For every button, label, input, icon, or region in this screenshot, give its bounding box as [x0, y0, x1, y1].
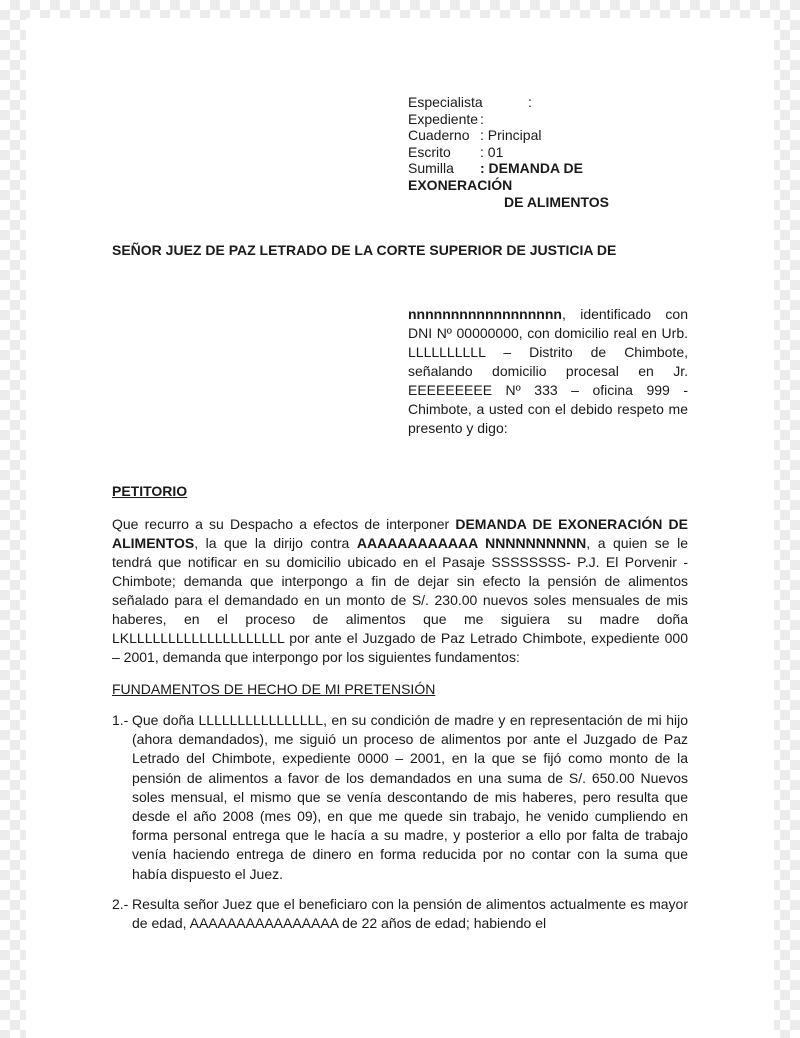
item-text: Que doña LLLLLLLLLLLLLLLL, en su condición de madre y en representación de mi hijo (ahora demandados), me siguió un proceso de alimentos por ante el Juzgado de Paz Letrado del Chimbote, expediente 0000 – 2001, en la que se fijó como monto de la pensión de alimentos a favor de los demandados en una suma de S/. 650.00 Nuevos soles mensual, el mismo que se venía descontando de mis haberes, pero resulta que desde el año 2008 (mes 09), en que me quede sin trabajo, he venido cumpliendo en forma personal entrega que le hacía a su madre, y posterior a ello por falta de trabajo venía haciendo entrega de dinero en forma reducida por no contar con la suma que había dispuesto el Juez.: [132, 712, 688, 882]
fundamentos-heading: FUNDAMENTOS DE HECHO DE MI PRETENSIÓN: [112, 681, 436, 697]
item-number: 2.-: [112, 896, 129, 912]
petitorio-text-3: , a quien se le tendrá que notificar en su domicilio ubicado en el Pasaje SSSSSSSS- P.J. El Porvenir - Chimbote; demanda que interpongo a fin de dejar sin efecto la pensión de alimentos señalado para el demandado en un monto de S/. 230.00 nuevos soles mensuales de mis haberes, en el proceso de alimentos que me siguiera su madre doña LKLLLLLLLLLLLLLLLLLLLL por ante el Juzgado de Paz Letrado Chimbote, expediente 000 – 2001, demanda que interpongo por los siguientes fundamentos:: [112, 535, 688, 665]
item-number: 1.-: [112, 712, 129, 728]
document-page: [26, 18, 774, 1038]
petitorio-text-1: Que recurro a su Despacho a efectos de interponer: [112, 516, 456, 532]
petitorio-claim-type: DEMANDA DE EXONERACIÓN DE ALIMENTOS: [112, 516, 688, 551]
escrito-value: : 01: [480, 143, 504, 160]
especialista-row: [408, 94, 609, 111]
cuaderno-value: : Principal: [480, 127, 542, 144]
fundamento-item-2: [112, 895, 688, 933]
court-address: SEÑOR JUEZ DE PAZ LETRADO DE LA CORTE SUPERIOR DE JUSTICIA DE: [112, 242, 617, 258]
defendant-name: AAAAAAAAAAAA NNNNNNNNNN: [356, 535, 587, 551]
expediente-row: [408, 111, 609, 128]
sumilla-row: [408, 160, 609, 177]
petitorio-text-2: , la que la dirijo contra: [194, 535, 357, 551]
especialista-value: :: [528, 94, 532, 110]
item-text: Resulta señor Juez que el beneficiaro con la pensión de alimentos actualmente es mayor de edad, AAAAAAAAAAAAAAAA de 22 años de edad; habiendo el: [132, 896, 688, 932]
petitorio-heading: PETITORIO: [112, 483, 188, 499]
intro-text: , identificado con DNI Nº 00000000, con domicilio real en Urb. LLLLLLLLLL – Distrito de Chimbote, señalando domicilio procesal en Jr. EEEEEEEEE Nº 333 – oficina 999 - Chimbote, a usted con el debido respeto me presento y digo:: [408, 306, 688, 436]
escrito-label: Escrito: [408, 143, 451, 160]
especialista-label: Especialista: [408, 94, 483, 110]
sumilla-value: : DEMANDA DE: [480, 160, 583, 177]
cuaderno-label: Cuaderno: [408, 127, 470, 144]
sumilla-label: Sumilla: [408, 160, 454, 177]
claimant-name: nnnnnnnnnnnnnnnnnn: [408, 306, 562, 322]
expediente-label: Expediente: [408, 110, 479, 127]
expediente-value: :: [480, 110, 484, 127]
sumilla-line-3: DE ALIMENTOS: [504, 193, 610, 210]
sumilla-line-2: EXONERACIÓN: [408, 176, 513, 193]
case-header: [408, 94, 609, 210]
escrito-row: [408, 144, 609, 161]
fundamento-item-1: [112, 711, 688, 884]
petitorio-paragraph: [112, 515, 688, 667]
cuaderno-row: [408, 127, 609, 144]
intro-paragraph: [408, 305, 688, 438]
